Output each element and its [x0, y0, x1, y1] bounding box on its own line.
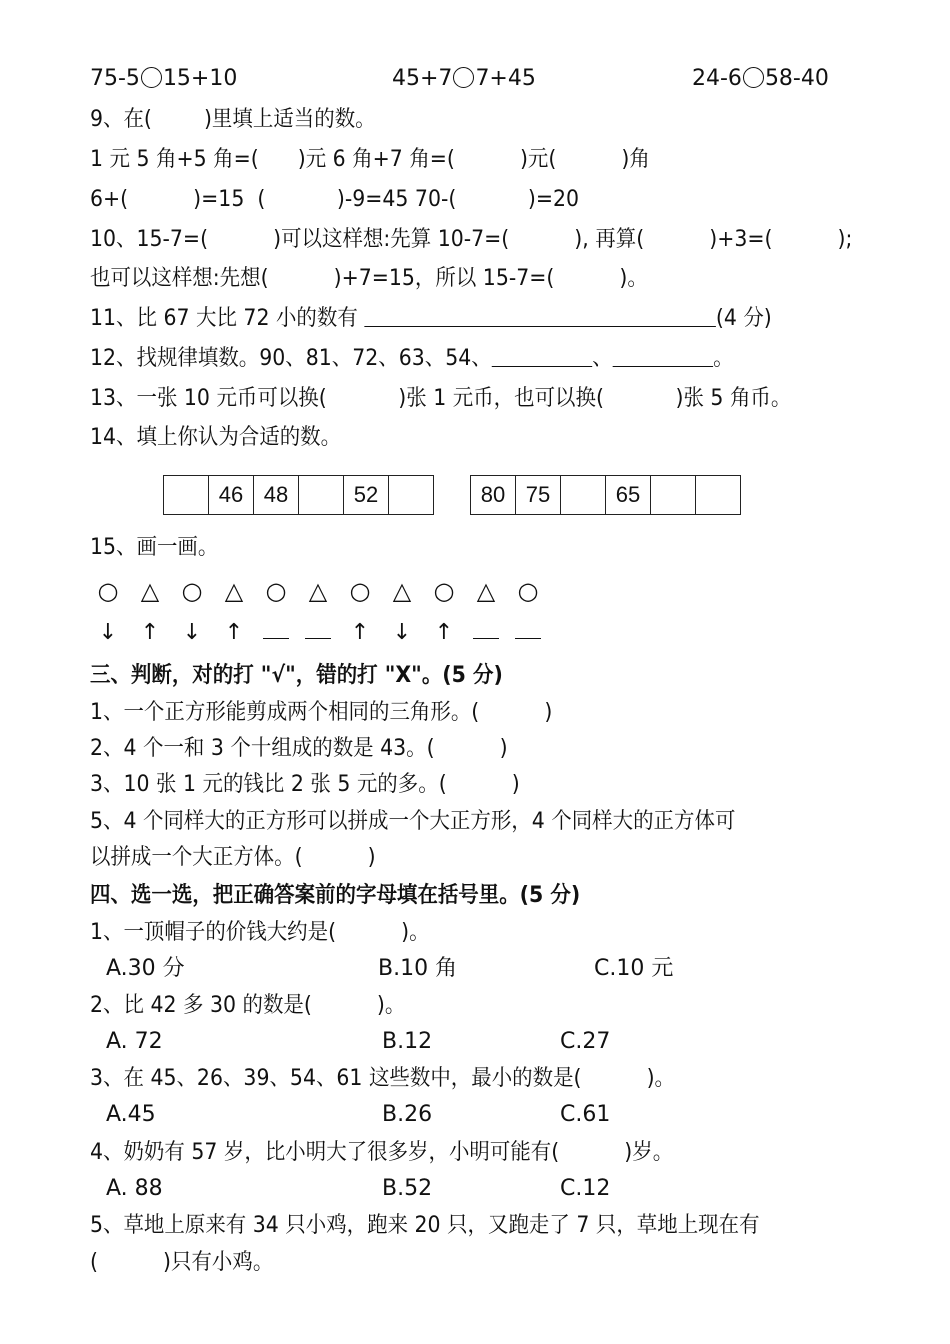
q11-score: (4 分) [715, 306, 772, 331]
sequence-cell: 75 [516, 476, 561, 515]
judge-item-5-line-1: 5、4 个同样大的正方形可以拼成一个大正方形，4 个同样大的正方体可 [90, 809, 736, 834]
choice-q2-option-c[interactable]: C.27 [560, 1029, 611, 1054]
compare-right: 58-40 [764, 66, 829, 91]
choice-q3-text: 3、在 45、26、39、54、61 这些数中，最小的数是( )。 [90, 1066, 676, 1091]
triangle-shape-icon: △ [224, 577, 244, 605]
sequence-cell[interactable] [561, 476, 606, 515]
choice-q3-option-a[interactable]: A.45 [106, 1102, 156, 1127]
q10-line-2: 也可以这样想:先想( )+7=15，所以 15-7=( )。 [90, 266, 648, 291]
up-arrow-icon: ↑ [224, 620, 244, 645]
q15-title: 15、画一画。 [90, 535, 219, 560]
choice-q1-option-a[interactable]: A.30 分 [106, 956, 185, 981]
choice-q2-option-b[interactable]: B.12 [382, 1029, 433, 1054]
sequence-cell[interactable] [299, 476, 344, 515]
down-arrow-icon: ↓ [392, 620, 412, 645]
q12-text: 12、找规律填数。90、81、72、63、54、 [90, 346, 492, 371]
q9-title: 9、在( )里填上适当的数。 [90, 107, 376, 132]
down-arrow-icon: ↓ [98, 620, 118, 645]
down-arrow-icon: ↓ [182, 620, 202, 645]
up-arrow-icon: ↑ [434, 620, 454, 645]
number-sequence-table-2 [470, 475, 741, 515]
judge-item-1: 1、一个正方形能剪成两个相同的三角形。( ) [90, 700, 553, 725]
compare-circle[interactable] [141, 67, 162, 88]
choice-q1-option-c[interactable]: C.10 元 [594, 956, 674, 981]
section4-title: 四、选一选，把正确答案前的字母填在括号里。(5 分) [90, 883, 581, 908]
q14-title: 14、填上你认为合适的数。 [90, 425, 342, 450]
q9-line-1: 1 元 5 角+5 角=( )元 6 角+7 角=( )元( )角 [90, 147, 650, 172]
compare-circle[interactable] [453, 67, 474, 88]
up-arrow-icon: ↑ [350, 620, 370, 645]
choice-q5-line-1: 5、草地上原来有 34 只小鸡，跑来 20 只，又跑走了 7 只，草地上现在有 [90, 1213, 760, 1238]
compare-left: 24-6 [692, 66, 742, 91]
choice-q3-option-b[interactable]: B.26 [382, 1102, 433, 1127]
q10-line-1: 10、15-7=( )可以这样想:先算 10-7=( ), 再算( )+3=( ); [90, 227, 853, 252]
q9-line-2: 6+( )=15 ( )-9=45 70-( )=20 [90, 187, 580, 212]
triangle-shape-icon: △ [392, 577, 412, 605]
choice-q1-option-b[interactable]: B.10 角 [378, 956, 458, 981]
circle-shape-icon: ○ [265, 577, 287, 605]
arrow-answer-blank[interactable] [305, 618, 331, 639]
circle-shape-icon: ○ [97, 577, 119, 605]
compare-left: 45+7 [392, 66, 453, 91]
compare-item-2 [392, 64, 536, 94]
judge-item-3: 3、10 张 1 元的钱比 2 张 5 元的多。( ) [90, 772, 520, 797]
q11 [90, 304, 772, 334]
triangle-shape-icon: △ [476, 577, 496, 605]
circle-shape-icon: ○ [349, 577, 371, 605]
arrow-answer-blank[interactable] [473, 618, 499, 639]
q12-end: 。 [713, 346, 734, 371]
choice-q2-text: 2、比 42 多 30 的数是( )。 [90, 993, 406, 1018]
compare-item-3 [692, 64, 829, 94]
choice-q1-text: 1、一顶帽子的价钱大约是( )。 [90, 920, 430, 945]
compare-right: 15+10 [162, 66, 238, 91]
sequence-cell: 48 [254, 476, 299, 515]
q11-text: 11、比 67 大比 72 小的数有 [90, 306, 365, 331]
judge-item-2: 2、4 个一和 3 个十组成的数是 43。( ) [90, 736, 508, 761]
choice-q4-text: 4、奶奶有 57 岁，比小明大了很多岁，小明可能有( )岁。 [90, 1140, 674, 1165]
q12 [90, 344, 734, 374]
circle-shape-icon: ○ [433, 577, 455, 605]
arrow-answer-blank[interactable] [263, 618, 289, 639]
circle-shape-icon: ○ [181, 577, 203, 605]
choice-q4-option-c[interactable]: C.12 [560, 1176, 611, 1201]
arrow-answer-blank[interactable] [515, 618, 541, 639]
sequence-cell: 52 [344, 476, 389, 515]
choice-q4-option-b[interactable]: B.52 [382, 1176, 433, 1201]
sequence-cell: 65 [606, 476, 651, 515]
triangle-shape-icon: △ [140, 577, 160, 605]
triangle-shape-icon: △ [308, 577, 328, 605]
number-sequence-table-1 [163, 475, 434, 515]
choice-q2-option-a[interactable]: A. 72 [106, 1029, 163, 1054]
choice-q5-line-2: ( )只有小鸡。 [90, 1250, 274, 1275]
q12-answer-blank-1[interactable] [492, 346, 592, 367]
circle-shape-icon: ○ [517, 577, 539, 605]
up-arrow-icon: ↑ [140, 620, 160, 645]
sequence-cell: 80 [471, 476, 516, 515]
judge-item-5-line-2: 以拼成一个大正方体。( ) [90, 845, 376, 870]
compare-item-1 [90, 64, 237, 94]
q11-answer-blank[interactable] [364, 306, 716, 327]
sequence-cell[interactable] [651, 476, 696, 515]
compare-left: 75-5 [90, 66, 140, 91]
sequence-cell[interactable] [696, 476, 741, 515]
q12-answer-blank-2[interactable] [613, 346, 713, 367]
choice-q4-option-a[interactable]: A. 88 [106, 1176, 163, 1201]
sequence-cell[interactable] [164, 476, 209, 515]
q12-separator: 、 [592, 346, 613, 371]
sequence-cell: 46 [209, 476, 254, 515]
compare-circle[interactable] [743, 67, 764, 88]
q13: 13、一张 10 元币可以换( )张 1 元币，也可以换( )张 5 角币。 [90, 386, 792, 411]
compare-right: 7+45 [475, 66, 536, 91]
sequence-cell[interactable] [389, 476, 434, 515]
section3-title: 三、判断，对的打 "√"，错的打 "X"。(5 分) [90, 663, 503, 688]
choice-q3-option-c[interactable]: C.61 [560, 1102, 611, 1127]
